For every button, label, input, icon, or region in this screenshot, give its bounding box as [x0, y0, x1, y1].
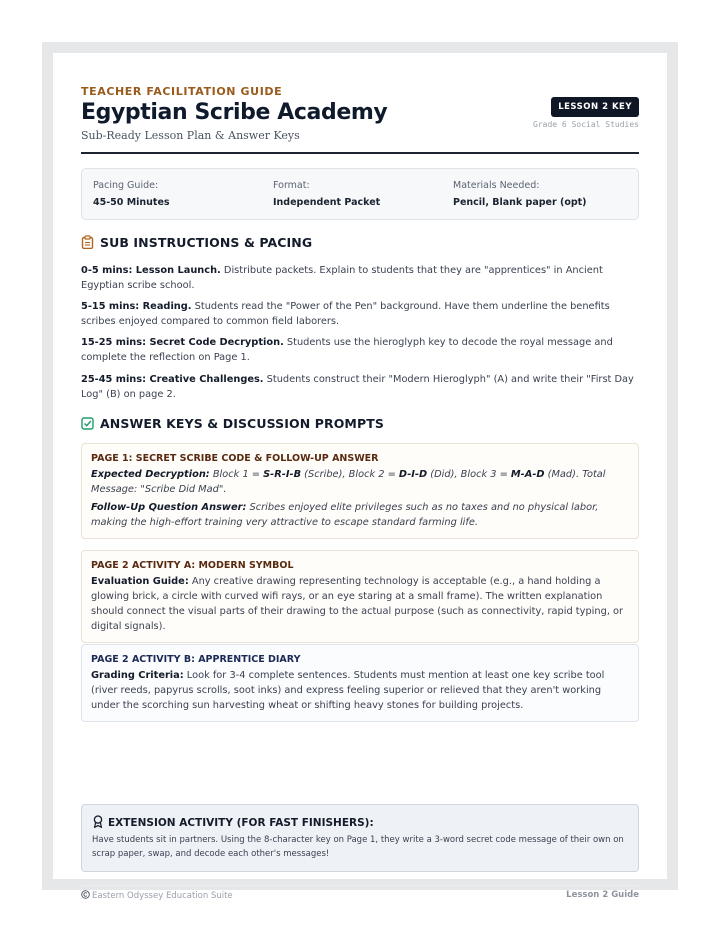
header-divider: [81, 152, 639, 154]
answer-keys-heading: [81, 416, 384, 431]
extension-text: Have students sit in partners. Using the 8-character key on Page 1, they write a 3-word secret code message of their own on scrap paper, swap, and decode each other's messages!: [92, 835, 624, 859]
step-text: Students use the hieroglyph key to decode the royal message and complete the reflection on Page 1.: [81, 337, 613, 363]
answer-card-activity-a: [81, 550, 639, 643]
step-lead: 15-25 mins: Secret Code Decryption.: [81, 337, 284, 348]
card-lead: Grading Criteria:: [91, 670, 184, 681]
footer-brand-text: Eastern Odyssey Education Suite: [92, 891, 233, 901]
card-lead: Follow-Up Question Answer:: [91, 502, 247, 513]
step-lead: 25-45 mins: Creative Challenges.: [81, 374, 264, 385]
award-ribbon-icon: [92, 815, 104, 828]
step-item: [81, 263, 637, 293]
step-text: Students read the "Power of the Pen" background. Have them underline the benefits scribes enjoyed compared to common field laborers.: [81, 301, 610, 327]
card-followup: [91, 500, 629, 530]
text-part: (Scribe), Block 2 =: [301, 469, 399, 480]
grade-label: Grade 6 Social Studies: [533, 120, 639, 129]
materials-label: Materials Needed:: [453, 180, 540, 191]
text-part: (Did), Block 3 =: [427, 469, 511, 480]
format-label: Format:: [273, 180, 310, 191]
card-body: Scribes enjoyed elite privileges such as no taxes and no physical labor, making the high-effort training very attractive to escape standard farming life.: [91, 502, 599, 528]
step-text: Students construct their "Modern Hieroglyph" (A) and write their "First Day Log" (B) on page 2.: [81, 374, 634, 400]
card-title: PAGE 2 ACTIVITY B: APPRENTICE DIARY: [91, 654, 301, 665]
text-part: Block 1 =: [209, 469, 264, 480]
materials-col: [453, 180, 587, 208]
format-col: [273, 180, 380, 208]
card-decryption: [91, 467, 629, 497]
step-text: Distribute packets. Explain to students that they are "apprentices" in Ancient Egyptian scribe school.: [81, 265, 603, 291]
card-body: Any creative drawing representing technology is acceptable (e.g., a hand holding a glowing brick, a circle with curved wifi rays, or an eye staring at a small frame). The written explanation should connect the visual parts of their drawing to the actual purpose (such as connectivity, rapid typing, or digital signals).: [91, 576, 624, 632]
page-title: Egyptian Scribe Academy: [81, 100, 388, 125]
pacing-guide-col: [93, 180, 170, 208]
clipboard-icon: [81, 235, 94, 248]
sub-instructions-title: SUB INSTRUCTIONS & PACING: [100, 235, 313, 250]
answer-card-activity-b: [81, 644, 639, 722]
pacing-summary-box: [81, 168, 639, 220]
step-item: [81, 299, 637, 329]
lesson-badge: LESSON 2 KEY: [551, 97, 639, 117]
card-lead: Evaluation Guide:: [91, 576, 189, 587]
page-subtitle: Sub-Ready Lesson Plan & Answer Keys: [81, 129, 300, 142]
extension-title: EXTENSION ACTIVITY (FOR FAST FINISHERS):: [108, 817, 374, 829]
card-body: Look for 3-4 complete sentences. Students must mention at least one key scribe tool (river reeds, papyrus scrolls, soot inks) and express feeling superior or relieved that they aren't working under the scorching sun harvesting wheat or shifting heavy stones for building projects.: [91, 670, 605, 711]
code-word: D-I-D: [398, 469, 428, 480]
sub-instructions-heading: [81, 235, 312, 250]
footer-brand: [81, 890, 233, 901]
step-item: [81, 372, 637, 402]
footer-divider: [81, 885, 639, 886]
eyebrow-label: TEACHER FACILITATION GUIDE: [81, 85, 283, 98]
step-lead: 0-5 mins: Lesson Launch.: [81, 265, 221, 276]
card-lead: Expected Decryption:: [91, 469, 210, 480]
step-lead: 5-15 mins: Reading.: [81, 301, 192, 312]
document-page: [53, 53, 667, 901]
pacing-label: Pacing Guide:: [93, 180, 159, 191]
pacing-value: 45-50 Minutes: [93, 197, 170, 208]
code-word: S-R-I-B: [263, 469, 302, 480]
step-item: [81, 335, 637, 365]
card-title: PAGE 2 ACTIVITY A: MODERN SYMBOL: [91, 560, 294, 571]
answer-keys-title: ANSWER KEYS & DISCUSSION PROMPTS: [100, 416, 384, 431]
extension-heading: [92, 815, 628, 829]
card-evaluation: [91, 574, 629, 634]
card-title: PAGE 1: SECRET SCRIBE CODE & FOLLOW-UP ANSWER: [91, 453, 379, 464]
card-grading: [91, 668, 629, 713]
checkbox-icon: [81, 417, 94, 430]
text-part: (Mad). Total Message: "Scribe Did Mad".: [91, 469, 606, 495]
code-word: M-A-D: [510, 469, 545, 480]
extension-activity-box: [81, 804, 639, 872]
materials-value: Pencil, Blank paper (opt): [453, 197, 587, 208]
footer-lesson-label: Lesson 2 Guide: [566, 890, 639, 900]
copyright-icon: [81, 890, 90, 899]
answer-card-page1: [81, 443, 639, 539]
format-value: Independent Packet: [273, 197, 381, 208]
